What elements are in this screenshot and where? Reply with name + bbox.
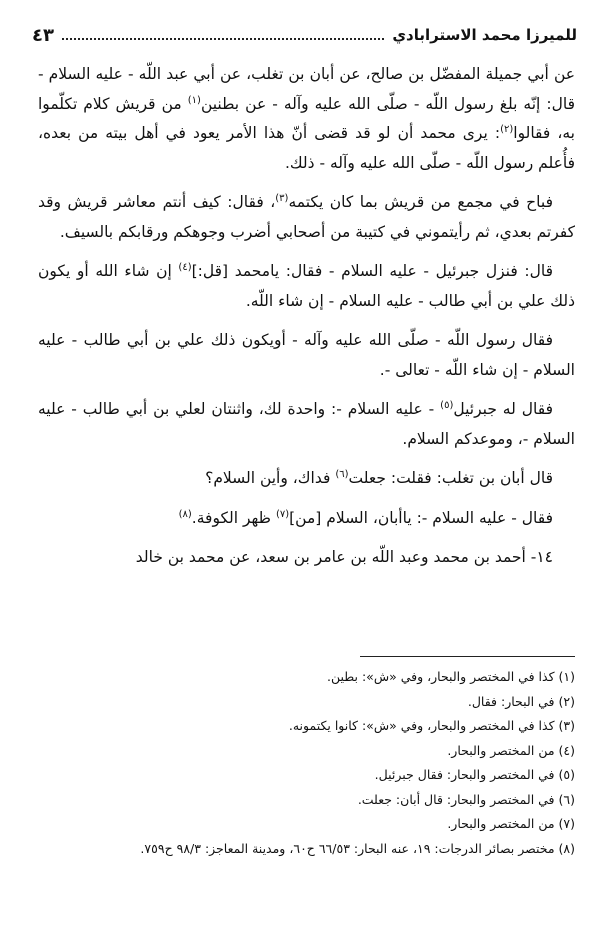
footnote-divider	[360, 656, 575, 657]
running-header	[32, 22, 577, 48]
paragraph-2-end: ، فقال: كيف أنتم معاشر قريش وقد كفرتم بعدي، ثم رأيتموني في كتيبة من أصحابي أضرب وجوهكم ورقابكم بالسيف.	[38, 193, 575, 241]
footnote-8: (٨) مختصر بصائر الدرجات: ١٩، عنه البحار: ٦٦/٥٣ ح٦٠، ومدينة المعاجز: ٩٨/٣ ح٧٥٩.	[140, 840, 575, 856]
paragraph-6-end: فداك، وأين السلام؟	[205, 469, 336, 487]
paragraph-7	[38, 504, 575, 534]
paragraph-8: ١٤- أحمد بن محمد وعبد اللّه بن عامر بن سعد، عن محمد بن خالد	[135, 548, 553, 566]
footnote-ref-2: (٢)	[500, 123, 514, 135]
footnote-5: (٥) في المختصر والبحار: فقال جبرئيل.	[374, 767, 575, 782]
footnote-1: (١) كذا في المختصر والبحار، وفي «ش»: بطين.	[327, 669, 575, 684]
header-dotted-rule	[62, 38, 384, 40]
paragraph-4: فقال رسول اللّه - صلّى الله عليه وآله - أويكون ذلك علي بن أبي طالب - عليه السلام - إن شاء اللّه - تعالى -.	[38, 331, 575, 379]
paragraph-7-text: فقال - عليه السلام -: ياأبان، السلام [من]	[289, 508, 553, 527]
paragraph-3-text: قال: فنزل جبرئيل - عليه السلام - فقال: يامحمد [قل:]	[191, 262, 553, 280]
paragraph-1	[38, 60, 575, 178]
paragraph-5-end: - عليه السلام -: واحدة لك، واثنتان لعلي بن أبي طالب - عليه السلام -، وموعدكم السلام.	[38, 400, 575, 448]
main-text	[38, 60, 575, 583]
footnote-ref-3: (٣)	[275, 192, 289, 204]
paragraph-6-text: قال أبان بن تغلب: فقلت: جعلت	[348, 469, 553, 487]
paragraph-6	[38, 464, 575, 494]
footnote-3: (٣) كذا في المختصر والبحار، وفي «ش»: كانوا يكتمونه.	[288, 718, 575, 733]
footnotes-section	[38, 665, 575, 861]
footnote-4: (٤) من المختصر والبحار.	[447, 742, 575, 758]
footnote-6: (٦) في المختصر والبحار: قال أبان: جعلت.	[357, 791, 575, 807]
paragraph-3-end: إن شاء الله أو يكون ذلك علي بن أبي طالب - عليه السلام - إن شاء اللّه.	[38, 262, 575, 310]
paragraph-1-mid: من قريش كلام تكلّموا به، فقالوا	[38, 94, 575, 142]
paragraph-5-text: فقال له جبرئيل	[453, 400, 553, 418]
footnote-ref-7: (٧)	[275, 508, 290, 520]
paragraph-5	[38, 395, 575, 454]
footnote-ref-4: (٤)	[178, 261, 192, 273]
paragraph-2	[38, 188, 575, 247]
paragraph-1-text: عن أبي جميلة المفضّل بن صالح، عن أبان بن تغلب، عن أبي عبد اللّه - عليه السلام - قال: إنّه بلغ رسول اللّه - صلّى الله عليه وآله - عن بطنين	[38, 65, 575, 113]
header-title: للميرزا محمد الاسترابادي	[392, 26, 577, 44]
footnote-ref-1: (١)	[187, 94, 201, 106]
paragraph-1-end: : يرى محمد أن لو قد قضى أنّ هذا الأمر يعود في أهل بيته من بعده، فأُعلم رسول اللّه - صلّى الله عليه وآله - ذلك.	[38, 124, 575, 172]
footnote-ref-8: (٨)	[178, 508, 192, 520]
footnote-7: (٧) من المختصر والبحار.	[447, 816, 575, 831]
paragraph-7-mid: ظهر الكوفة.	[191, 508, 276, 527]
footnote-ref-5: (٥)	[440, 399, 454, 411]
footnote-2: (٢) في البحار: فقال.	[467, 693, 575, 709]
page-number: ٤٣	[32, 24, 54, 46]
paragraph-2-text: فباح في مجمع من قريش بما كان يكتمه	[288, 193, 553, 211]
footnote-ref-6: (٦)	[335, 468, 349, 480]
paragraph-3	[38, 257, 575, 316]
